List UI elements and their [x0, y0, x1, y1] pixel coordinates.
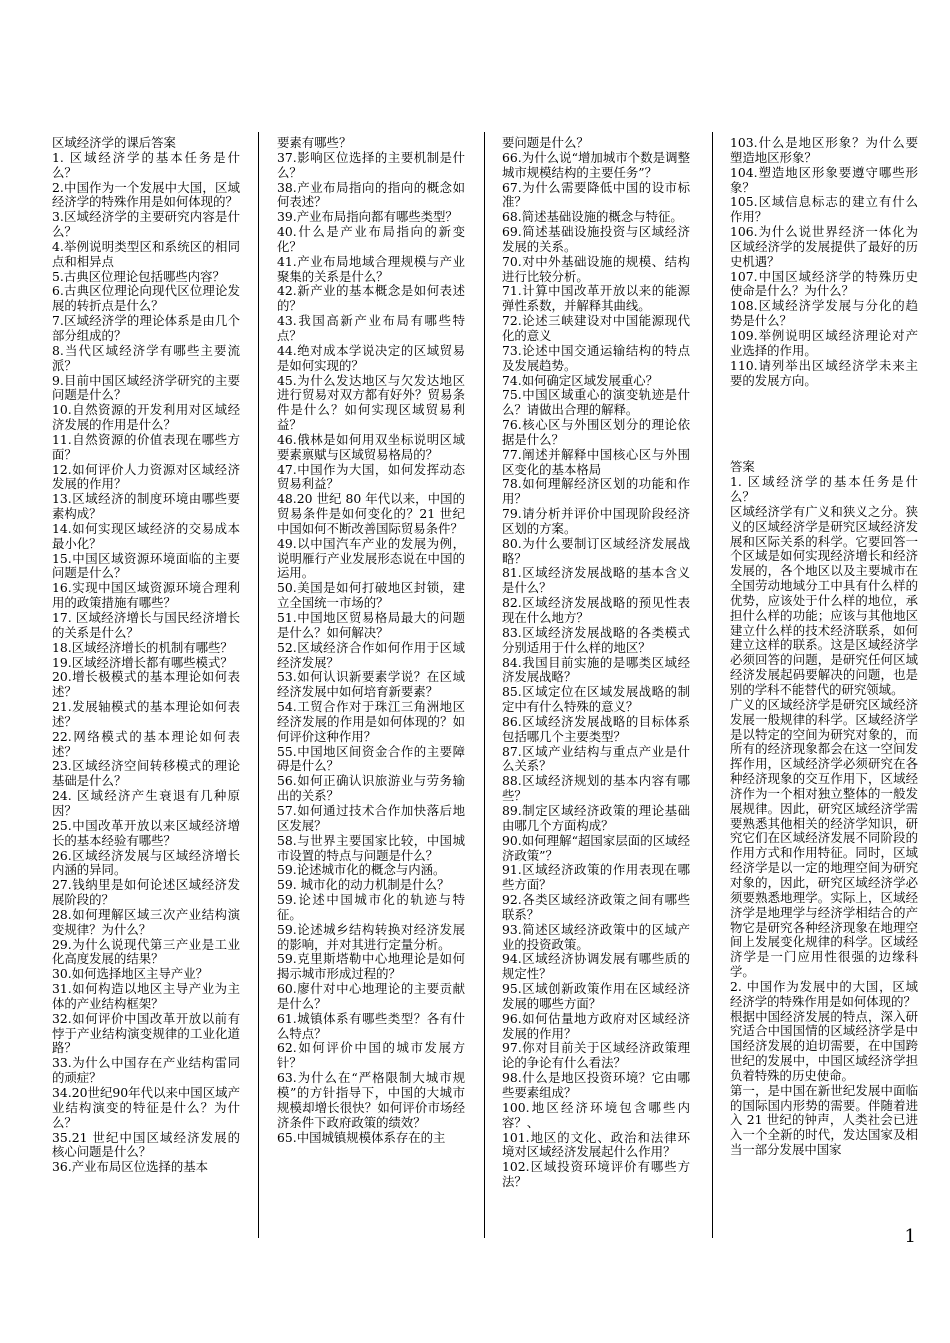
answers-heading: 答案 — [730, 459, 755, 475]
question-item: 57.如何通过技术合作加快落后地区发展？ — [277, 802, 465, 833]
question-item: 51.中国地区贸易格局最大的问题是什么？如何解决？ — [277, 610, 465, 640]
question-item: 87.区域产业结构与重点产业是什么关系？ — [502, 743, 690, 774]
question-item: 85.区域定位在区域发展战略的制定中有什么特殊的意义？ — [502, 684, 690, 715]
question-item: 要素有哪些？ — [277, 135, 352, 150]
question-item: 65.中国城镇规模体系存在的主 — [277, 1129, 446, 1145]
question-item: 31.如何构造以地区主导产业为主体的产业结构框架？ — [52, 981, 240, 1011]
question-item: 21.发展轴模式的基本理论如何表述？ — [52, 699, 240, 729]
question-item: 108.区域经济学发展与分化的趋势是什么？ — [730, 298, 918, 329]
question-item: 5.古典区位理论包括哪些内容？ — [52, 268, 225, 284]
question-item: 35.21 世纪中国区域经济发展的核心问题是什么？ — [52, 1129, 240, 1160]
question-item: 36.产业布局区位选择的基本 — [52, 1159, 209, 1175]
question-item: 40.什么是产业布局指向的新变化？ — [277, 224, 465, 254]
question-item: 56.如何正确认识旅游业与劳务输出的关系？ — [277, 773, 465, 804]
question-item: 79.请分析并评价中国现阶段经济区划的方案。 — [502, 506, 690, 536]
answer-paragraph: 根据中国经济发展的特点，深入研究适合中国国情的区域经济学是中国经济发展的迫切需要，在中国跨世纪的发展中，中国区域经济学担负着特殊的历史使命。 — [730, 1008, 918, 1083]
question-list-continued — [730, 136, 918, 388]
question-item: 71.计算中国改革开放以来的能源弹性系数，并解释其曲线。 — [502, 283, 690, 314]
question-item: 107.中国区域经济学的特殊历史使命是什么？为什么？ — [730, 268, 918, 299]
question-item: 109.举例说明区域经济理论对产业选择的作用。 — [730, 327, 918, 358]
question-item: 93.简述区域经济政策中的区域产业的投资政策。 — [502, 921, 690, 952]
question-column-1 — [52, 136, 240, 1175]
question-item: 12.如何评价人力资源对区域经济发展的作用？ — [52, 461, 240, 492]
question-item: 26.区域经济发展与区域经济增长内涵的异同。 — [52, 847, 240, 878]
column-separator — [712, 132, 713, 1238]
question-item: 6.古典区位理论向现代区位理论发展的转折点是什么？ — [52, 283, 240, 314]
question-item: 17. 区域经济增长与国民经济增长的关系是什么？ — [52, 610, 240, 640]
question-item: 76.核心区与外围区划分的理论依据是什么？ — [502, 417, 690, 447]
question-item: 59.克里斯塔勒中心地理论是如何揭示城市形成过程的？ — [277, 951, 465, 982]
column-separator — [484, 132, 485, 1238]
question-item: 63.为什么在“严格限制大城市规模”的方针指导下，中国的大城市规模却增长很快？如何评价市场经济条件下政府政策的绩效？ — [277, 1070, 465, 1130]
answer-paragraph: 区域经济学有广义和狭义之分。狭义的区域经济学是研究区域经济发展和区际关系的科学。它要回答一个区域是如何实现经济增长和经济发展的，各个地区以及主要城市在全国劳动地域分工中具有什么样的优势，应该处于什么样的地位，承担什么样的功能；应该与其他地区建立什么样的技术经济联系，如何建立这样的联系。这是区域经济学必须回答的问题，是研究任何区域经济发展起码要解决的问题，也是别的学科不能替代的研究领域。 — [730, 503, 918, 697]
question-item: 100.地区经济环境包含哪些内容？、 — [502, 1099, 690, 1130]
question-item: 59.论述城市化的概念与内涵。 — [277, 862, 446, 878]
answers-section — [730, 460, 918, 1158]
column-separator — [258, 132, 259, 1238]
question-item: 59.论述城乡结构转换对经济发展的影响，并对其进行定量分析。 — [277, 921, 465, 952]
answer-paragraph: 第一，是中国在新世纪发展中面临的国际国内形势的需要。伴随着进入 21 世纪的钟声，人类社会已进入一个全新的时代，发达国家及相当一部分发展中国家 — [730, 1082, 918, 1158]
question-item: 59. 城市化的动力机制是什么？ — [277, 877, 450, 893]
question-item: 91.区域经济政策的作用表现在哪些方面？ — [502, 862, 690, 893]
question-item: 27.钱纳里是如何论述区域经济发展阶段的？ — [52, 877, 240, 908]
question-item: 49.以中国汽车产业的发展为例，说明雁行产业发展形态说在中国的运用。 — [277, 535, 465, 581]
question-item: 32.如何评价中国改革开放以前有悖于产业结构演变规律的工业化道路？ — [52, 1010, 240, 1056]
question-item: 2.中国作为一个发展中大国，区域经济学的特殊作用是如何体现的？ — [52, 179, 240, 210]
question-item: 19.区域经济增长都有哪些模式？ — [52, 654, 233, 670]
question-item: 42.新产业的基本概念是如何表述的？ — [277, 283, 465, 314]
question-item: 14.如何实现区域经济的交易成本最小化？ — [52, 520, 240, 551]
question-item: 101.地区的文化、政治和法律环境对区域经济发展起什么作用？ — [502, 1129, 690, 1160]
question-item: 92.各类区域经济政策之间有哪些联系？ — [502, 892, 690, 922]
question-item: 62.如何评价中国的城市发展方针？ — [277, 1040, 465, 1071]
question-item: 15.中国区域资源环境面临的主要问题是什么？ — [52, 550, 240, 581]
question-item: 66.为什么说“增加城市个数是调整城市规模结构的主要任务”？ — [502, 149, 690, 180]
document-title: 区域经济学的课后答案 — [52, 135, 176, 150]
question-item: 69.简述基础设施投资与区域经济发展的关系。 — [502, 224, 690, 254]
question-item: 20.增长极模式的基本理论如何表述？ — [52, 669, 240, 700]
question-item: 77.阐述并解释中国核心区与外围区变化的基本格局 — [502, 446, 690, 477]
question-item: 28.如何理解区域三次产业结构演变规律？为什么？ — [52, 906, 240, 937]
question-item: 61.城镇体系有哪些类型？各有什么特点？ — [277, 1010, 465, 1041]
question-item: 104.塑造地区形象要遵守哪些形象？ — [730, 164, 918, 195]
question-item: 89.制定区域经济政策的理论基础由哪几个方面构成？ — [502, 802, 690, 833]
question-column-4 — [730, 136, 918, 1158]
question-item: 10.自然资源的开发利用对区域经济发展的作用是什么？ — [52, 402, 240, 433]
question-item: 23.区域经济空间转移模式的理论基础是什么？ — [52, 758, 240, 789]
question-item: 80.为什么要制订区域经济发展战略？ — [502, 535, 690, 566]
question-item: 37.影响区位选择的主要机制是什么？ — [277, 149, 465, 180]
question-item: 54.工贸合作对于珠江三角洲地区经济发展的作用是如何体现的？如何评价这种作用？ — [277, 699, 465, 744]
question-item: 1. 区域经济学的基本任务是什么？ — [52, 149, 240, 180]
question-item: 18.区域经济增长的机制有哪些？ — [52, 639, 233, 655]
question-item: 90.如何理解“超国家层面的区域经济政策”？ — [502, 832, 690, 863]
question-item: 16.实现中国区域资源环境合理利用的政策措施有哪些？ — [52, 580, 240, 611]
question-item: 82.区域经济发展战略的预见性表现在什么地方？ — [502, 595, 690, 625]
question-item: 要问题是什么？ — [502, 135, 589, 150]
question-item: 4.举例说明类型区和系统区的相同点和相异点 — [52, 238, 240, 269]
question-item: 86.区域经济发展战略的目标体系包括哪几个主要类型？ — [502, 713, 690, 744]
answer-paragraph: 1. 区域经济学的基本任务是什么？ — [730, 474, 918, 505]
question-item: 67.为什么需要降低中国的设市标准？ — [502, 179, 690, 210]
question-item: 94.区域经济协调发展有哪些质的规定性？ — [502, 951, 690, 982]
question-item: 29.为什么说现代第三产业是工业化高度发展的结果？ — [52, 936, 240, 967]
question-item: 102.区域投资环境评价有哪些方法？ — [502, 1159, 690, 1190]
question-item: 60.廖什对中心地理论的主要贡献是什么？ — [277, 981, 465, 1011]
question-item: 83.区域经济发展战略的各类模式分别适用于什么样的地区？ — [502, 624, 690, 655]
question-column-2 — [277, 136, 465, 1145]
question-item: 8.当代区域经济学有哪些主要流派？ — [52, 342, 240, 373]
question-item: 70.对中外基础设施的规模、结构进行比较分析。 — [502, 253, 690, 284]
question-column-3 — [502, 136, 690, 1190]
question-item: 41.产业布局地域合理规模与产业聚集的关系是什么？ — [277, 253, 465, 284]
question-item: 110.请列举出区域经济学未来主要的发展方向。 — [730, 357, 918, 388]
question-item: 78.如何理解经济区划的功能和作用？ — [502, 476, 690, 507]
question-item: 59.论述中国城市化的轨迹与特征。 — [277, 892, 465, 922]
question-item: 47.中国作为大国，如何发挥动态贸易利益？ — [277, 461, 465, 492]
spacer — [730, 388, 918, 460]
question-item: 68.简述基础设施的概念与特征。 — [502, 209, 683, 225]
question-item: 88.区域经济规划的基本内容有哪些？ — [502, 773, 690, 804]
question-item: 13.区域经济的制度环境由哪些要素构成？ — [52, 491, 240, 522]
question-item: 73.论述中国交通运输结构的特点及发展趋势。 — [502, 342, 690, 373]
question-item: 105.区域信息标志的建立有什么作用？ — [730, 194, 918, 225]
question-item: 46.俄林是如何用双坐标说明区域要素禀赋与区域贸易格局的？ — [277, 431, 465, 462]
question-item: 24. 区域经济产生衰退有几种原因？ — [52, 788, 240, 818]
question-item: 75.中国区域重心的演变轨迹是什么？请做出合理的解释。 — [502, 387, 690, 418]
question-item: 74.如何确定区域发展重心？ — [502, 372, 659, 388]
page-number: 1 — [904, 1226, 916, 1247]
question-item: 3.区域经济学的主要研究内容是什么？ — [52, 209, 240, 240]
question-item: 106.为什么说世界经济一体化为区域经济学的发展提供了最好的历史机遇？ — [730, 224, 918, 269]
answer-paragraph: 2. 中国作为发展中的大国，区域经济学的特殊作用是如何体现的？ — [730, 978, 918, 1009]
question-item: 7.区域经济学的理论体系是由几个部分组成的？ — [52, 313, 240, 343]
question-item: 22.网络模式的基本理论如何表述？ — [52, 728, 240, 759]
answer-paragraph: 广义的区域经济学是研究区域经济发展一般规律的科学。区域经济学是以特定的空间为研究对象的，而所有的经济现象都会在这一空间发挥作用，区域经济学必须研究在各种经济现象的交互作用下，区域经济作为一个相对独立整体的一般发展规律。因此，研究区域经济学需要熟悉其他相关的经济学知识，研究它们在区域经济发展不同阶段的作用方式和作用特征。同时，区域经济学是以一定的地理空间为研究对象的，因此，研究区域经济学必须要熟悉地理学。实际上，区域经济学是地理学与经济学相结合的产物它是研究各种经济现象在地理空间上发展变化规律的科学。区域经济学是一门应用性很强的边缘科学。 — [730, 696, 918, 980]
question-item: 30.如何选择地区主导产业？ — [52, 966, 209, 982]
question-item: 98.什么是地区投资环境？它由哪些要素组成？ — [502, 1070, 690, 1100]
question-item: 97.你对目前关于区域经济政策理论的争论有什么看法？ — [502, 1040, 690, 1071]
question-item: 34.20世纪90年代以来中国区域产业结构演变的特征是什么？为什么？ — [52, 1085, 240, 1130]
question-item: 44.绝对成本学说决定的区域贸易是如何实现的？ — [277, 342, 465, 373]
question-item: 11.自然资源的价值表现在哪些方面？ — [52, 431, 240, 462]
question-item: 55.中国地区间资金合作的主要障碍是什么？ — [277, 743, 465, 774]
question-item: 48.20 世纪 80 年代以来，中国的贸易条件是如何变化的？21 世纪中国如何不断改善国际贸易条件？ — [277, 491, 465, 536]
question-item: 43.我国高新产业布局有哪些特点？ — [277, 313, 465, 343]
question-item: 53.如何认识新要素学说？在区域经济发展中如何培育新要素？ — [277, 669, 465, 700]
question-item: 50.美国是如何打破地区封锁，建立全国统一市场的？ — [277, 580, 465, 611]
question-item: 72.论述三峡建设对中国能源现代化的意义 — [502, 313, 690, 343]
question-item: 103.什么是地区形象？为什么要塑造地区形象？ — [730, 135, 918, 165]
question-item: 58.与世界主要国家比较，中国城市设置的特点与问题是什么？ — [277, 832, 465, 863]
question-item: 81.区域经济发展战略的基本含义是什么？ — [502, 565, 690, 596]
question-item: 38.产业布局指向的指向的概念如何表述？ — [277, 179, 465, 210]
question-item: 33.为什么中国存在产业结构雷同的顽症？ — [52, 1055, 240, 1086]
question-item: 95.区域创新政策作用在区域经济发展的哪些方面？ — [502, 981, 690, 1011]
question-item: 9.目前中国区域经济学研究的主要问题是什么？ — [52, 372, 240, 403]
question-item: 45.为什么发达地区与欠发达地区进行贸易对双方都有好外？贸易条件是什么？如何实现区域贸易利益？ — [277, 372, 465, 433]
question-item: 25.中国改革开放以来区域经济增长的基本经验有哪些？ — [52, 817, 240, 848]
question-item: 84.我国目前实施的是哪类区域经济发展战略？ — [502, 654, 690, 685]
question-item: 96.如何估量地方政府对区域经济发展的作用？ — [502, 1010, 690, 1041]
question-item: 39.产业布局指向都有哪些类型？ — [277, 209, 458, 225]
question-item: 52.区域经济合作如何作用于区域经济发展？ — [277, 639, 465, 670]
